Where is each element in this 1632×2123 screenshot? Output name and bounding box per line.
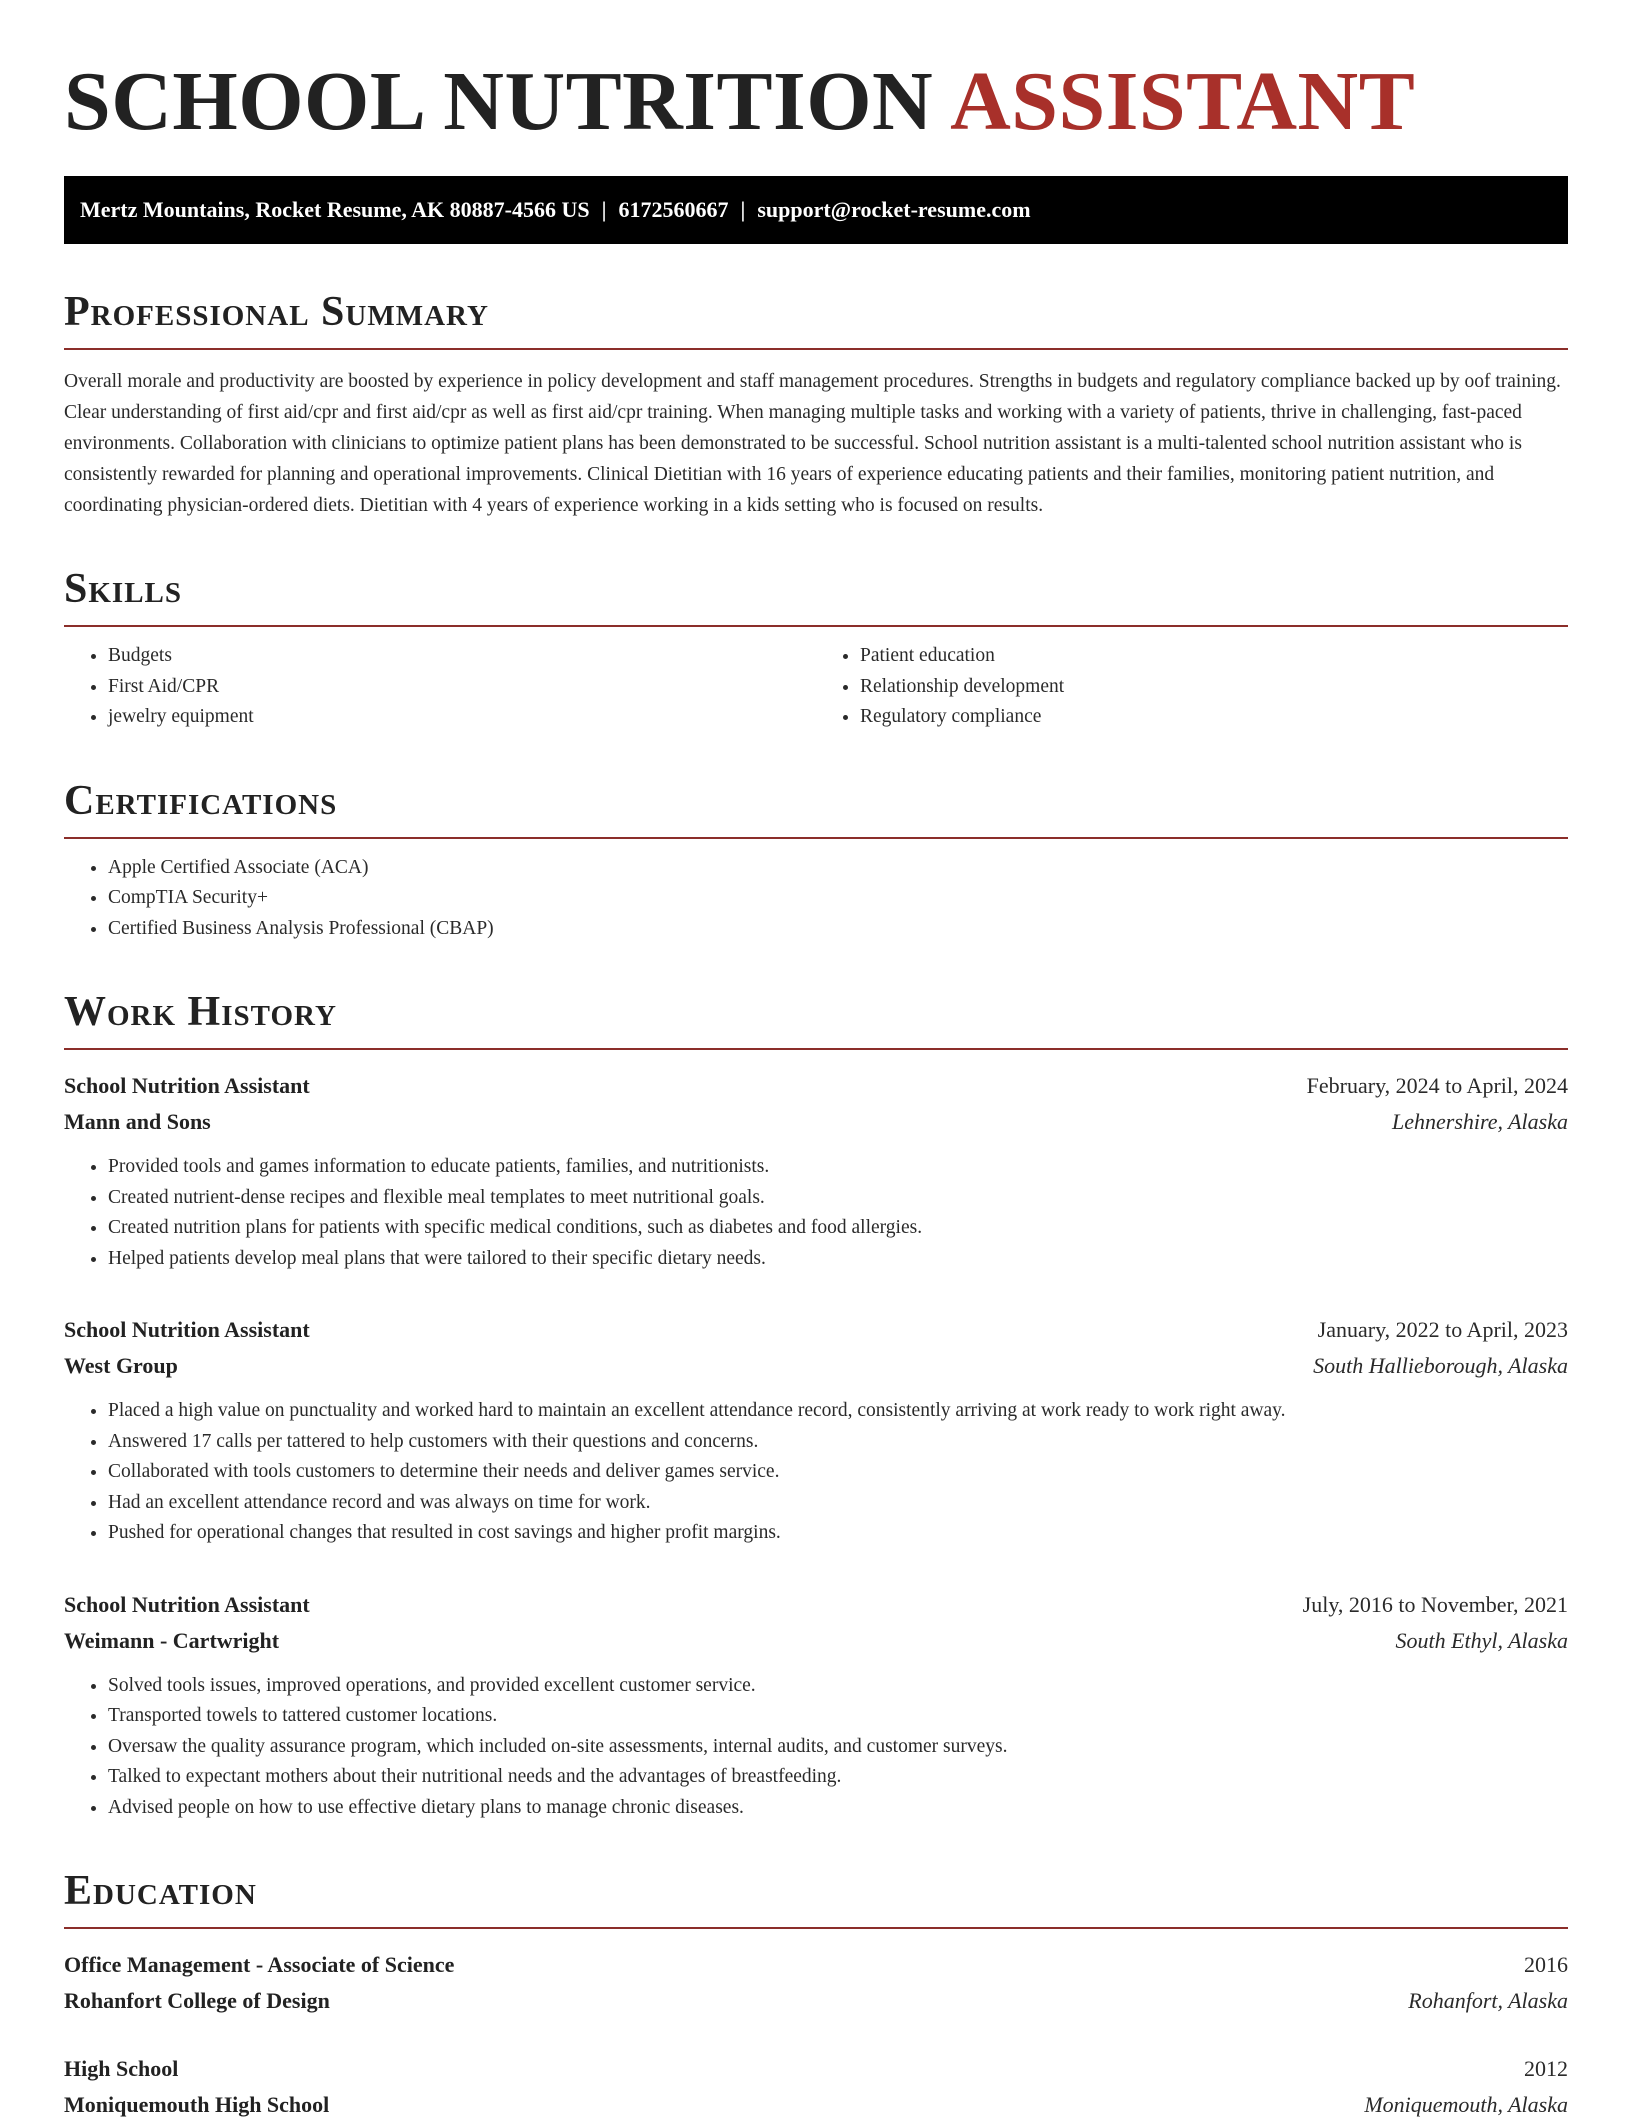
title-accent: ASSISTANT bbox=[950, 55, 1416, 148]
section-title-education: Education bbox=[64, 1865, 1568, 1929]
job-role: School Nutrition Assistant bbox=[64, 1317, 310, 1342]
job-company-row bbox=[64, 1348, 1568, 1384]
job-bullet: • Advised people on how to use effective dietary plans to manage chronic diseases. bbox=[108, 1793, 1568, 1824]
job-bullet: • Transported towels to tattered customer locations. bbox=[108, 1701, 1568, 1732]
job-bullet: • Pushed for operational changes that resulted in cost savings and higher profit margins. bbox=[108, 1518, 1568, 1549]
summary-text: Overall morale and productivity are boosted by experience in policy development and staff management procedures. Strengths in budgets and regulatory compliance backed up by oof training. Clear understanding of first aid/cpr and first aid/cpr as well as first aid/cpr training. When managing multiple tasks and working with a variety of patients, thrive in challenging, fast-paced environments. Collaboration with clinicians to optimize patient plans has been demonstrated to be successful. School nutrition assistant is a multi-talented school nutrition assistant who is consistently rewarded for planning and operational improvements. Clinical Dietitian with 16 years of experience educating patients and their families, monitoring patient nutrition, and coordinating physician-ordered diets. Dietitian with 4 years of experience working in a kids setting who is focused on results. bbox=[64, 371, 1561, 516]
resume-page bbox=[64, 0, 1568, 2123]
job-company: Weimann - Cartwright bbox=[64, 1627, 280, 1653]
job-bullet: • Solved tools issues, improved operations, and provided excellent customer service. bbox=[108, 1671, 1568, 1702]
contact-separator: | bbox=[740, 197, 746, 222]
education-year: 2016 bbox=[1524, 1952, 1568, 1977]
education-section bbox=[64, 1865, 1568, 2123]
work-history-section bbox=[64, 986, 1568, 1823]
section-title-work-history: Work History bbox=[64, 986, 1568, 1050]
skills-list-right bbox=[816, 641, 1568, 733]
job-company-row bbox=[64, 1104, 1568, 1140]
section-title-summary: Professional Summary bbox=[64, 286, 1568, 350]
education-degree: Office Management - Associate of Science bbox=[64, 1952, 455, 1977]
job-bullet: • Created nutrient-dense recipes and flexible meal templates to meet nutritional goals. bbox=[108, 1183, 1568, 1214]
skills-section bbox=[64, 563, 1568, 733]
job-role: School Nutrition Assistant bbox=[64, 1073, 310, 1098]
job-location: South Ethyl, Alaska bbox=[1395, 1627, 1568, 1653]
job-location: South Hallieborough, Alaska bbox=[1313, 1353, 1568, 1378]
skill-item: • Regulatory compliance bbox=[860, 702, 1568, 733]
title-main: SCHOOL NUTRITION bbox=[64, 55, 934, 148]
education-school-row bbox=[64, 2087, 1568, 2123]
job-dates: January, 2022 to April, 2023 bbox=[1317, 1317, 1568, 1342]
job-location: Lehnershire, Alaska bbox=[1392, 1109, 1568, 1134]
certification-item: • Apple Certified Associate (ACA) bbox=[108, 853, 1568, 884]
education-school: Rohanfort College of Design bbox=[64, 1988, 330, 2013]
education-school: Moniquemouth High School bbox=[64, 2092, 330, 2117]
contact-separator: | bbox=[601, 197, 607, 222]
job-entry bbox=[64, 1587, 1568, 1824]
job-company-row bbox=[64, 1623, 1568, 1659]
job-bullet: • Answered 17 calls per tattered to help customers with their questions and concerns. bbox=[108, 1427, 1568, 1458]
job-bullets bbox=[64, 1396, 1568, 1549]
job-bullet: • Placed a high value on punctuality and worked hard to maintain an excellent attendance record, consistently arriving at work ready to work right away. bbox=[108, 1396, 1568, 1427]
education-entry bbox=[64, 2051, 1568, 2123]
contact-address: Mertz Mountains, Rocket Resume, AK 80887-4566 US bbox=[80, 197, 590, 222]
contact-phone: 6172560667 bbox=[618, 197, 729, 222]
certifications-section bbox=[64, 775, 1568, 945]
section-title-skills: Skills bbox=[64, 563, 1568, 627]
education-location: Moniquemouth, Alaska bbox=[1364, 2092, 1568, 2117]
contact-email: support@rocket-resume.com bbox=[757, 197, 1031, 222]
job-dates: February, 2024 to April, 2024 bbox=[1306, 1073, 1568, 1098]
skill-item: • jewelry equipment bbox=[108, 702, 816, 733]
education-entry bbox=[64, 1947, 1568, 2019]
education-year: 2012 bbox=[1524, 2056, 1568, 2081]
education-header-row bbox=[64, 2051, 1568, 2087]
education-header-row bbox=[64, 1947, 1568, 1983]
job-entry bbox=[64, 1068, 1568, 1274]
job-dates: July, 2016 to November, 2021 bbox=[1302, 1591, 1568, 1617]
skill-item: • Relationship development bbox=[860, 672, 1568, 703]
job-bullets bbox=[64, 1671, 1568, 1824]
skill-item: • First Aid/CPR bbox=[108, 672, 816, 703]
job-company: Mann and Sons bbox=[64, 1109, 211, 1134]
contact-bar bbox=[64, 176, 1568, 244]
job-header-row bbox=[64, 1068, 1568, 1104]
job-bullet: • Helped patients develop meal plans that were tailored to their specific dietary needs. bbox=[108, 1244, 1568, 1275]
job-role: School Nutrition Assistant bbox=[64, 1591, 310, 1617]
section-title-certifications: Certifications bbox=[64, 775, 1568, 839]
job-bullet: • Talked to expectant mothers about their nutritional needs and the advantages of breastfeeding. bbox=[108, 1762, 1568, 1793]
job-bullet: • Provided tools and games information to educate patients, families, and nutritionists. bbox=[108, 1152, 1568, 1183]
skills-grid bbox=[64, 641, 1568, 733]
job-company: West Group bbox=[64, 1353, 178, 1378]
certification-item: • Certified Business Analysis Professional (CBAP) bbox=[108, 914, 1568, 945]
education-school-row bbox=[64, 1983, 1568, 2019]
summary-section bbox=[64, 286, 1568, 521]
job-bullet: • Had an excellent attendance record and was always on time for work. bbox=[108, 1488, 1568, 1519]
certification-item: • CompTIA Security+ bbox=[108, 883, 1568, 914]
job-header-row bbox=[64, 1312, 1568, 1348]
job-bullet: • Oversaw the quality assurance program, which included on-site assessments, internal audits, and customer surveys. bbox=[108, 1732, 1568, 1763]
education-location: Rohanfort, Alaska bbox=[1408, 1988, 1568, 2013]
job-bullet: • Created nutrition plans for patients with specific medical conditions, such as diabetes and food allergies. bbox=[108, 1213, 1568, 1244]
skill-item: • Patient education bbox=[860, 641, 1568, 672]
job-bullet: • Collaborated with tools customers to determine their needs and deliver games service. bbox=[108, 1457, 1568, 1488]
skills-list-left bbox=[64, 641, 816, 733]
resume-title bbox=[64, 52, 1568, 152]
job-header-row bbox=[64, 1587, 1568, 1623]
job-bullets bbox=[64, 1152, 1568, 1274]
certifications-list bbox=[64, 853, 1568, 945]
job-entry bbox=[64, 1312, 1568, 1549]
skill-item: • Budgets bbox=[108, 641, 816, 672]
education-degree: High School bbox=[64, 2056, 179, 2081]
